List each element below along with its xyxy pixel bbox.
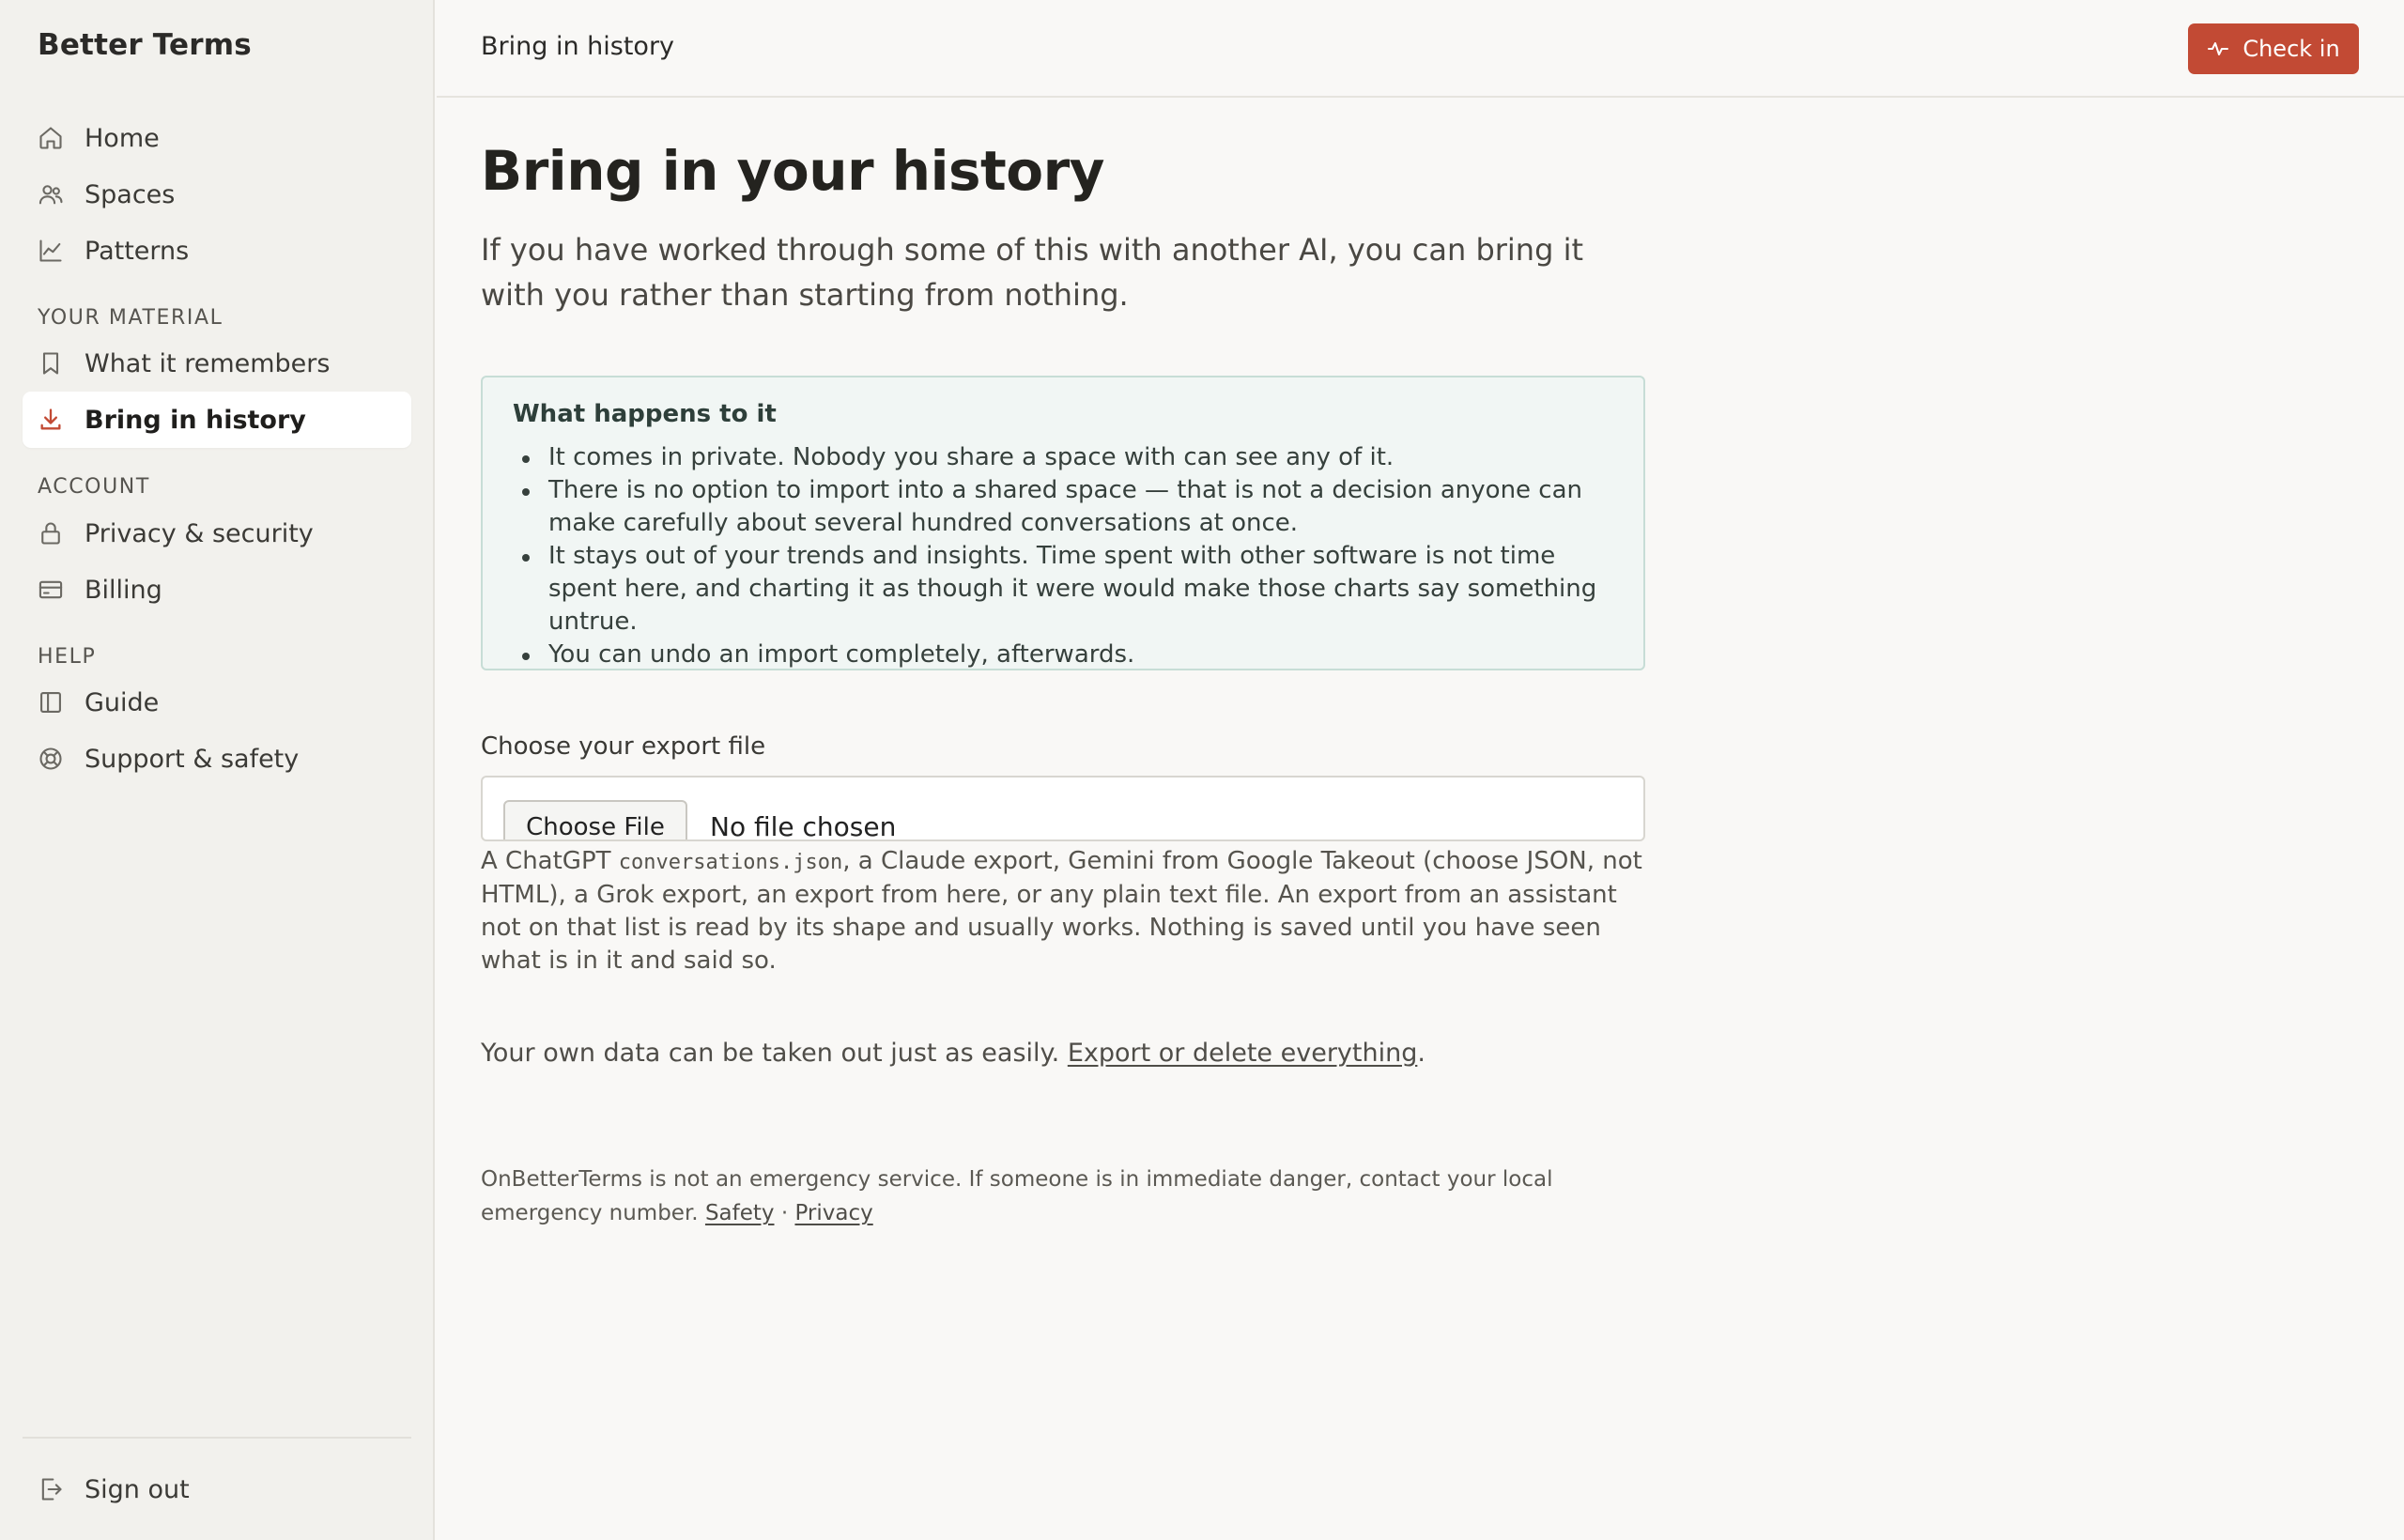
file-field-label: Choose your export file [481, 732, 766, 761]
brand-logo[interactable]: Better Terms [38, 28, 252, 62]
footer-note [481, 1163, 1570, 1230]
sidebar-item-label: Bring in history [85, 405, 306, 435]
help-text-before: A ChatGPT [481, 847, 619, 875]
sidebar-item-billing[interactable] [23, 562, 411, 618]
check-in-button[interactable] [2188, 23, 2359, 74]
privacy-link[interactable]: Privacy [794, 1201, 873, 1225]
safety-link[interactable]: Safety [704, 1201, 775, 1225]
book-icon [38, 689, 64, 716]
page-title: Bring in your history [481, 139, 1104, 203]
sidebar [0, 0, 435, 1540]
sidebar-divider [23, 1437, 411, 1439]
sidebar-item-label: Guide [85, 687, 160, 717]
page-heading: Bring in history [481, 32, 675, 61]
footer-separator: · [774, 1201, 795, 1225]
sign-out-icon [38, 1476, 64, 1502]
lifebuoy-icon [38, 746, 64, 772]
sidebar-item-guide[interactable] [23, 674, 411, 731]
list-item: You can undo an import completely, afterwards. [513, 639, 1613, 671]
file-status: No file chosen [710, 811, 897, 841]
sign-out-button[interactable] [23, 1461, 411, 1517]
data-export-end: . [1417, 1039, 1425, 1068]
info-title: What happens to it [513, 400, 777, 428]
info-list [513, 441, 1613, 671]
sign-out-label: Sign out [85, 1474, 190, 1504]
sidebar-item-home[interactable] [23, 110, 411, 166]
sidebar-item-label: Spaces [85, 179, 176, 209]
sidebar-item-bring-in-history[interactable] [23, 392, 411, 448]
section-label-material: YOUR MATERIAL [38, 306, 223, 330]
check-in-label: Check in [2242, 36, 2340, 62]
sidebar-item-label: What it remembers [85, 348, 331, 378]
footer-text: OnBetterTerms is not an emergency service. If someone is in immediate danger, contact your local emergency number. [481, 1167, 1553, 1225]
sidebar-item-patterns[interactable] [23, 223, 411, 279]
sidebar-item-what-it-remembers[interactable] [23, 335, 411, 392]
help-text-filename: conversations.json [618, 851, 843, 874]
chart-icon [38, 238, 64, 264]
export-delete-link[interactable]: Export or delete everything [1067, 1039, 1418, 1068]
page-subtitle: If you have worked through some of this with another AI, you can bring it with you rather than starting from nothing. [481, 232, 1583, 313]
sidebar-item-label: Patterns [85, 236, 190, 266]
top-bar [437, 0, 2404, 98]
data-export-text: Your own data can be taken out just as easily. [481, 1039, 1068, 1068]
home-icon [38, 125, 64, 151]
bookmark-icon [38, 350, 64, 377]
sidebar-item-label: Support & safety [85, 744, 300, 774]
download-icon [38, 407, 64, 433]
sidebar-item-support-safety[interactable] [23, 731, 411, 787]
info-box [481, 376, 1645, 670]
users-icon [38, 181, 64, 208]
section-label-account: ACCOUNT [38, 475, 150, 499]
choose-file-button[interactable]: Choose File [503, 800, 687, 841]
pulse-icon [2207, 38, 2229, 60]
file-help-text [481, 845, 1645, 978]
help-text-after: , a Claude export, Gemini from Google Takeout (choose JSON, not HTML), a Grok export, an export from here, or any plain text file. An export from an assistant not on that list is read by its shape and usually works. Nothing is saved until you have seen what is in it and said so. [481, 847, 1642, 975]
lock-icon [38, 520, 64, 547]
file-input[interactable] [481, 776, 1645, 841]
list-item: There is no option to import into a shared space — that is not a decision anyone can make carefully about several hundred conversations at once. [513, 474, 1613, 540]
card-icon [38, 577, 64, 603]
sidebar-item-spaces[interactable] [23, 166, 411, 223]
sidebar-item-label: Billing [85, 575, 162, 605]
sidebar-item-label: Home [85, 123, 160, 153]
list-item: It comes in private. Nobody you share a space with can see any of it. [513, 441, 1613, 474]
sidebar-item-privacy-security[interactable] [23, 505, 411, 562]
section-label-help: HELP [38, 645, 97, 669]
list-item: It stays out of your trends and insights. Time spent with other software is not time spent here, and charting it as though it were would make those charts say something untrue. [513, 540, 1613, 639]
sidebar-item-label: Privacy & security [85, 518, 314, 548]
data-export-line [481, 1039, 1425, 1068]
